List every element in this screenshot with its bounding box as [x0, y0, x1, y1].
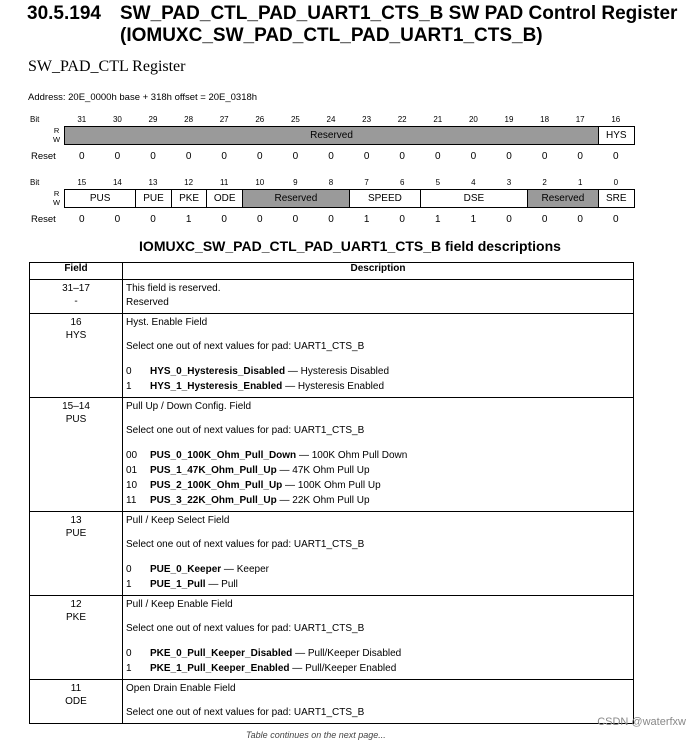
- bit-number: 31: [77, 115, 87, 124]
- field-title: Open Drain Enable Field: [126, 683, 236, 694]
- value-name: PUS_2_100K_Ohm_Pull_Up: [150, 480, 283, 491]
- bit-number: 21: [433, 115, 443, 124]
- description-cell: [123, 512, 634, 596]
- bit-label: Bit: [30, 115, 40, 124]
- register-field-reserved: Reserved: [242, 189, 350, 208]
- bit-number: 29: [148, 115, 158, 124]
- value-item: [126, 463, 630, 478]
- reset-value: 0: [399, 151, 405, 162]
- field-name: PKE: [65, 612, 86, 623]
- bit-number: 8: [328, 178, 334, 187]
- reset-value: 0: [577, 151, 583, 162]
- value-name: PUS_3_22K_Ohm_Pull_Up: [150, 495, 277, 506]
- reset-value: 0: [506, 151, 512, 162]
- value-desc: — Hysteresis Disabled: [285, 366, 389, 377]
- register-diagram-lower: [28, 177, 638, 231]
- value-desc: — 100K Ohm Pull Down: [296, 450, 408, 461]
- value-name: PKE_1_Pull_Keeper_Enabled: [150, 663, 290, 674]
- reset-value: 0: [613, 214, 619, 225]
- reset-label: Reset: [31, 151, 56, 162]
- value-desc: — 22K Ohm Pull Up: [276, 495, 370, 506]
- reset-value: 1: [435, 214, 441, 225]
- lower-reset-values: [28, 214, 638, 226]
- table-row: [30, 596, 634, 680]
- field-cell: [30, 314, 123, 398]
- reset-value: 0: [257, 214, 263, 225]
- reset-value: 0: [257, 151, 263, 162]
- value-code: 1: [126, 663, 132, 674]
- page-title: SW_PAD_CTL_PAD_UART1_CTS_B SW PAD Control Register (IOMUXC_SW_PAD_CTL_PAD_UART1_CTS_B): [120, 3, 678, 46]
- value-item: [126, 577, 630, 592]
- read-label: R: [53, 189, 60, 198]
- field-title: Pull / Keep Enable Field: [126, 599, 233, 610]
- reset-value: 0: [399, 214, 405, 225]
- reset-value: 0: [435, 151, 441, 162]
- value-desc: — 100K Ohm Pull Up: [282, 480, 381, 491]
- bit-number: 9: [293, 178, 298, 187]
- spacer: [126, 636, 630, 646]
- table-title: IOMUXC_SW_PAD_CTL_PAD_UART1_CTS_B field descriptions: [139, 238, 561, 254]
- reset-value: 0: [506, 214, 512, 225]
- spacer: [126, 552, 630, 562]
- bit-number: 18: [540, 115, 550, 124]
- spacer: [126, 354, 630, 364]
- reset-value: 0: [292, 151, 299, 162]
- field-bits: 13: [70, 515, 82, 526]
- value-code: 0: [126, 648, 132, 659]
- value-desc: — Pull/Keeper Enabled: [289, 663, 397, 674]
- table-row: [30, 314, 634, 398]
- field-name: HYS: [65, 330, 87, 341]
- description-cell: [123, 280, 634, 314]
- bit-number: 1: [577, 178, 583, 187]
- reset-value: 0: [150, 151, 156, 162]
- description-cell: [123, 680, 634, 724]
- value-code: 11: [126, 495, 137, 506]
- bit-number: 22: [397, 115, 407, 124]
- reset-value: 0: [150, 214, 156, 225]
- field-bits: 11: [70, 683, 82, 694]
- select-note: Select one out of next values for pad: UART1_CTS_B: [126, 425, 365, 436]
- bit-number: 4: [471, 178, 476, 187]
- value-name: HYS_0_Hysteresis_Disabled: [150, 366, 286, 377]
- spacer: [126, 438, 630, 448]
- reset-value: 0: [541, 214, 548, 225]
- bit-number: 19: [504, 115, 514, 124]
- reset-value: 1: [470, 214, 477, 225]
- value-code: 1: [126, 579, 132, 590]
- reset-value: 0: [221, 151, 227, 162]
- bit-number: 26: [255, 115, 265, 124]
- value-item: [126, 493, 630, 508]
- reset-value: 0: [221, 214, 227, 225]
- reset-label: Reset: [31, 214, 56, 225]
- bit-number: 14: [112, 178, 122, 187]
- spacer: [126, 414, 630, 424]
- bit-label: Bit: [30, 178, 40, 187]
- field-name: ODE: [65, 696, 87, 707]
- table-row: [30, 512, 634, 596]
- bit-number: 17: [575, 115, 585, 124]
- register-field-hys: HYS: [598, 126, 635, 145]
- value-code: 0: [126, 564, 132, 575]
- value-item: [126, 364, 630, 379]
- register-field-pue: PUE: [135, 189, 172, 208]
- description-cell: [123, 398, 634, 512]
- bit-number: 23: [362, 115, 372, 124]
- spacer: [126, 696, 630, 706]
- bit-number: 13: [148, 178, 158, 187]
- reset-value: 0: [79, 214, 85, 225]
- field-cell: [30, 512, 123, 596]
- read-label: R: [53, 126, 60, 135]
- reset-value: 0: [185, 151, 192, 162]
- value-item: [126, 646, 630, 661]
- write-label: W: [53, 135, 61, 144]
- description-cell: [123, 596, 634, 680]
- table-row: [30, 680, 634, 724]
- register-field-pke: PKE: [171, 189, 208, 208]
- reset-value: 0: [363, 151, 370, 162]
- bit-number: 10: [255, 178, 265, 187]
- value-list: [126, 562, 630, 592]
- spacer: [126, 528, 630, 538]
- spacer: [126, 612, 630, 622]
- upper-reset-values: [28, 151, 638, 163]
- reset-value: 0: [541, 151, 548, 162]
- field-name: -: [74, 296, 78, 307]
- value-name: PUE_1_Pull: [150, 579, 206, 590]
- value-name: PUS_0_100K_Ohm_Pull_Down: [150, 450, 297, 461]
- register-field-ode: ODE: [206, 189, 243, 208]
- reset-value: 0: [328, 151, 334, 162]
- value-code: 0: [126, 366, 132, 377]
- reset-value: 0: [114, 214, 121, 225]
- value-name: PUS_1_47K_Ohm_Pull_Up: [150, 465, 277, 476]
- bit-number: 25: [290, 115, 300, 124]
- field-cell: [30, 596, 123, 680]
- continuation-note: Table continues on the next page...: [246, 730, 386, 740]
- value-item: [126, 448, 630, 463]
- value-name: PUE_0_Keeper: [150, 564, 222, 575]
- select-note: Select one out of next values for pad: UART1_CTS_B: [126, 707, 365, 718]
- register-address: Address: 20E_0000h base + 318h offset = 20E_0318h: [28, 92, 258, 103]
- bit-number: 7: [364, 178, 369, 187]
- value-code: 01: [126, 465, 138, 476]
- bit-number: 12: [184, 178, 194, 187]
- bit-number: 28: [184, 115, 194, 124]
- value-code: 10: [126, 480, 138, 491]
- value-desc: — Hysteresis Enabled: [282, 381, 385, 392]
- register-field-speed: SPEED: [349, 189, 421, 208]
- table-row: [30, 280, 634, 314]
- bit-number: 2: [542, 178, 547, 187]
- section-number: 30.5.194: [27, 3, 101, 24]
- register-field-dse: DSE: [420, 189, 528, 208]
- value-desc: — Keeper: [221, 564, 269, 575]
- field-cell: [30, 280, 123, 314]
- reset-value: 0: [328, 214, 334, 225]
- reset-value: 1: [185, 214, 192, 225]
- bit-number: 30: [112, 115, 122, 124]
- reset-value: 0: [577, 214, 583, 225]
- register-field-sre: SRE: [598, 189, 635, 208]
- column-header-description: Description: [123, 263, 634, 280]
- select-note: Select one out of next values for pad: UART1_CTS_B: [126, 623, 365, 634]
- value-name: HYS_1_Hysteresis_Enabled: [150, 381, 283, 392]
- register-subheading: SW_PAD_CTL Register: [28, 58, 186, 75]
- reset-value: 1: [363, 214, 370, 225]
- register-field-reserved: Reserved: [64, 126, 599, 145]
- value-item: [126, 661, 630, 676]
- value-desc: — Pull/Keeper Disabled: [292, 648, 402, 659]
- reset-value: 0: [613, 151, 619, 162]
- value-list: [126, 646, 630, 676]
- field-name: PUS: [65, 414, 87, 425]
- upper-field-row: [28, 126, 638, 145]
- field-name: PUE: [65, 528, 87, 539]
- watermark: CSDN @waterfxw: [597, 716, 686, 728]
- field-bits: 15–14: [62, 401, 90, 412]
- bit-number: 16: [611, 115, 621, 124]
- value-desc: — Pull: [205, 579, 238, 590]
- bit-number: 24: [326, 115, 336, 124]
- reset-value: 0: [470, 151, 477, 162]
- value-code: 1: [126, 381, 132, 392]
- field-cell: [30, 680, 123, 724]
- table-row: [30, 398, 634, 512]
- select-note: Select one out of next values for pad: UART1_CTS_B: [126, 341, 365, 352]
- bit-number: 27: [219, 115, 229, 124]
- column-header-field: Field: [30, 263, 123, 280]
- field-title: This field is reserved.: [126, 283, 221, 294]
- field-title: Pull / Keep Select Field: [126, 515, 230, 526]
- value-code: 00: [126, 450, 138, 461]
- upper-bit-numbers: [28, 114, 638, 124]
- value-item: [126, 478, 630, 493]
- lower-field-row: [28, 189, 638, 208]
- value-name: PKE_0_Pull_Keeper_Disabled: [150, 648, 293, 659]
- value-item: [126, 562, 630, 577]
- bit-number: 11: [220, 178, 229, 187]
- register-field-reserved: Reserved: [527, 189, 599, 208]
- field-title: Pull Up / Down Config. Field: [126, 401, 252, 412]
- value-list: [126, 448, 630, 508]
- field-descriptions-table: [29, 262, 634, 724]
- select-note: Select one out of next values for pad: UART1_CTS_B: [126, 539, 365, 550]
- reset-value: 0: [114, 151, 121, 162]
- value-item: [126, 379, 630, 394]
- field-bits: 12: [70, 599, 82, 610]
- lower-bit-numbers: [28, 177, 638, 187]
- field-note: Reserved: [126, 297, 169, 308]
- bit-number: 20: [468, 115, 478, 124]
- description-cell: [123, 314, 634, 398]
- value-list: [126, 364, 630, 394]
- bit-number: 15: [77, 178, 87, 187]
- register-diagram-upper: [28, 114, 638, 168]
- field-bits: 31–17: [62, 283, 90, 294]
- field-title: Hyst. Enable Field: [126, 317, 208, 328]
- value-desc: — 47K Ohm Pull Up: [276, 465, 370, 476]
- bit-number: 3: [506, 178, 512, 187]
- write-label: W: [53, 198, 61, 207]
- bit-number: 0: [613, 178, 619, 187]
- bit-number: 5: [435, 178, 441, 187]
- reset-value: 0: [292, 214, 299, 225]
- field-cell: [30, 398, 123, 512]
- register-field-pus: PUS: [64, 189, 136, 208]
- spacer: [126, 330, 630, 340]
- reset-value: 0: [79, 151, 85, 162]
- field-bits: 16: [70, 317, 82, 328]
- bit-number: 6: [399, 178, 405, 187]
